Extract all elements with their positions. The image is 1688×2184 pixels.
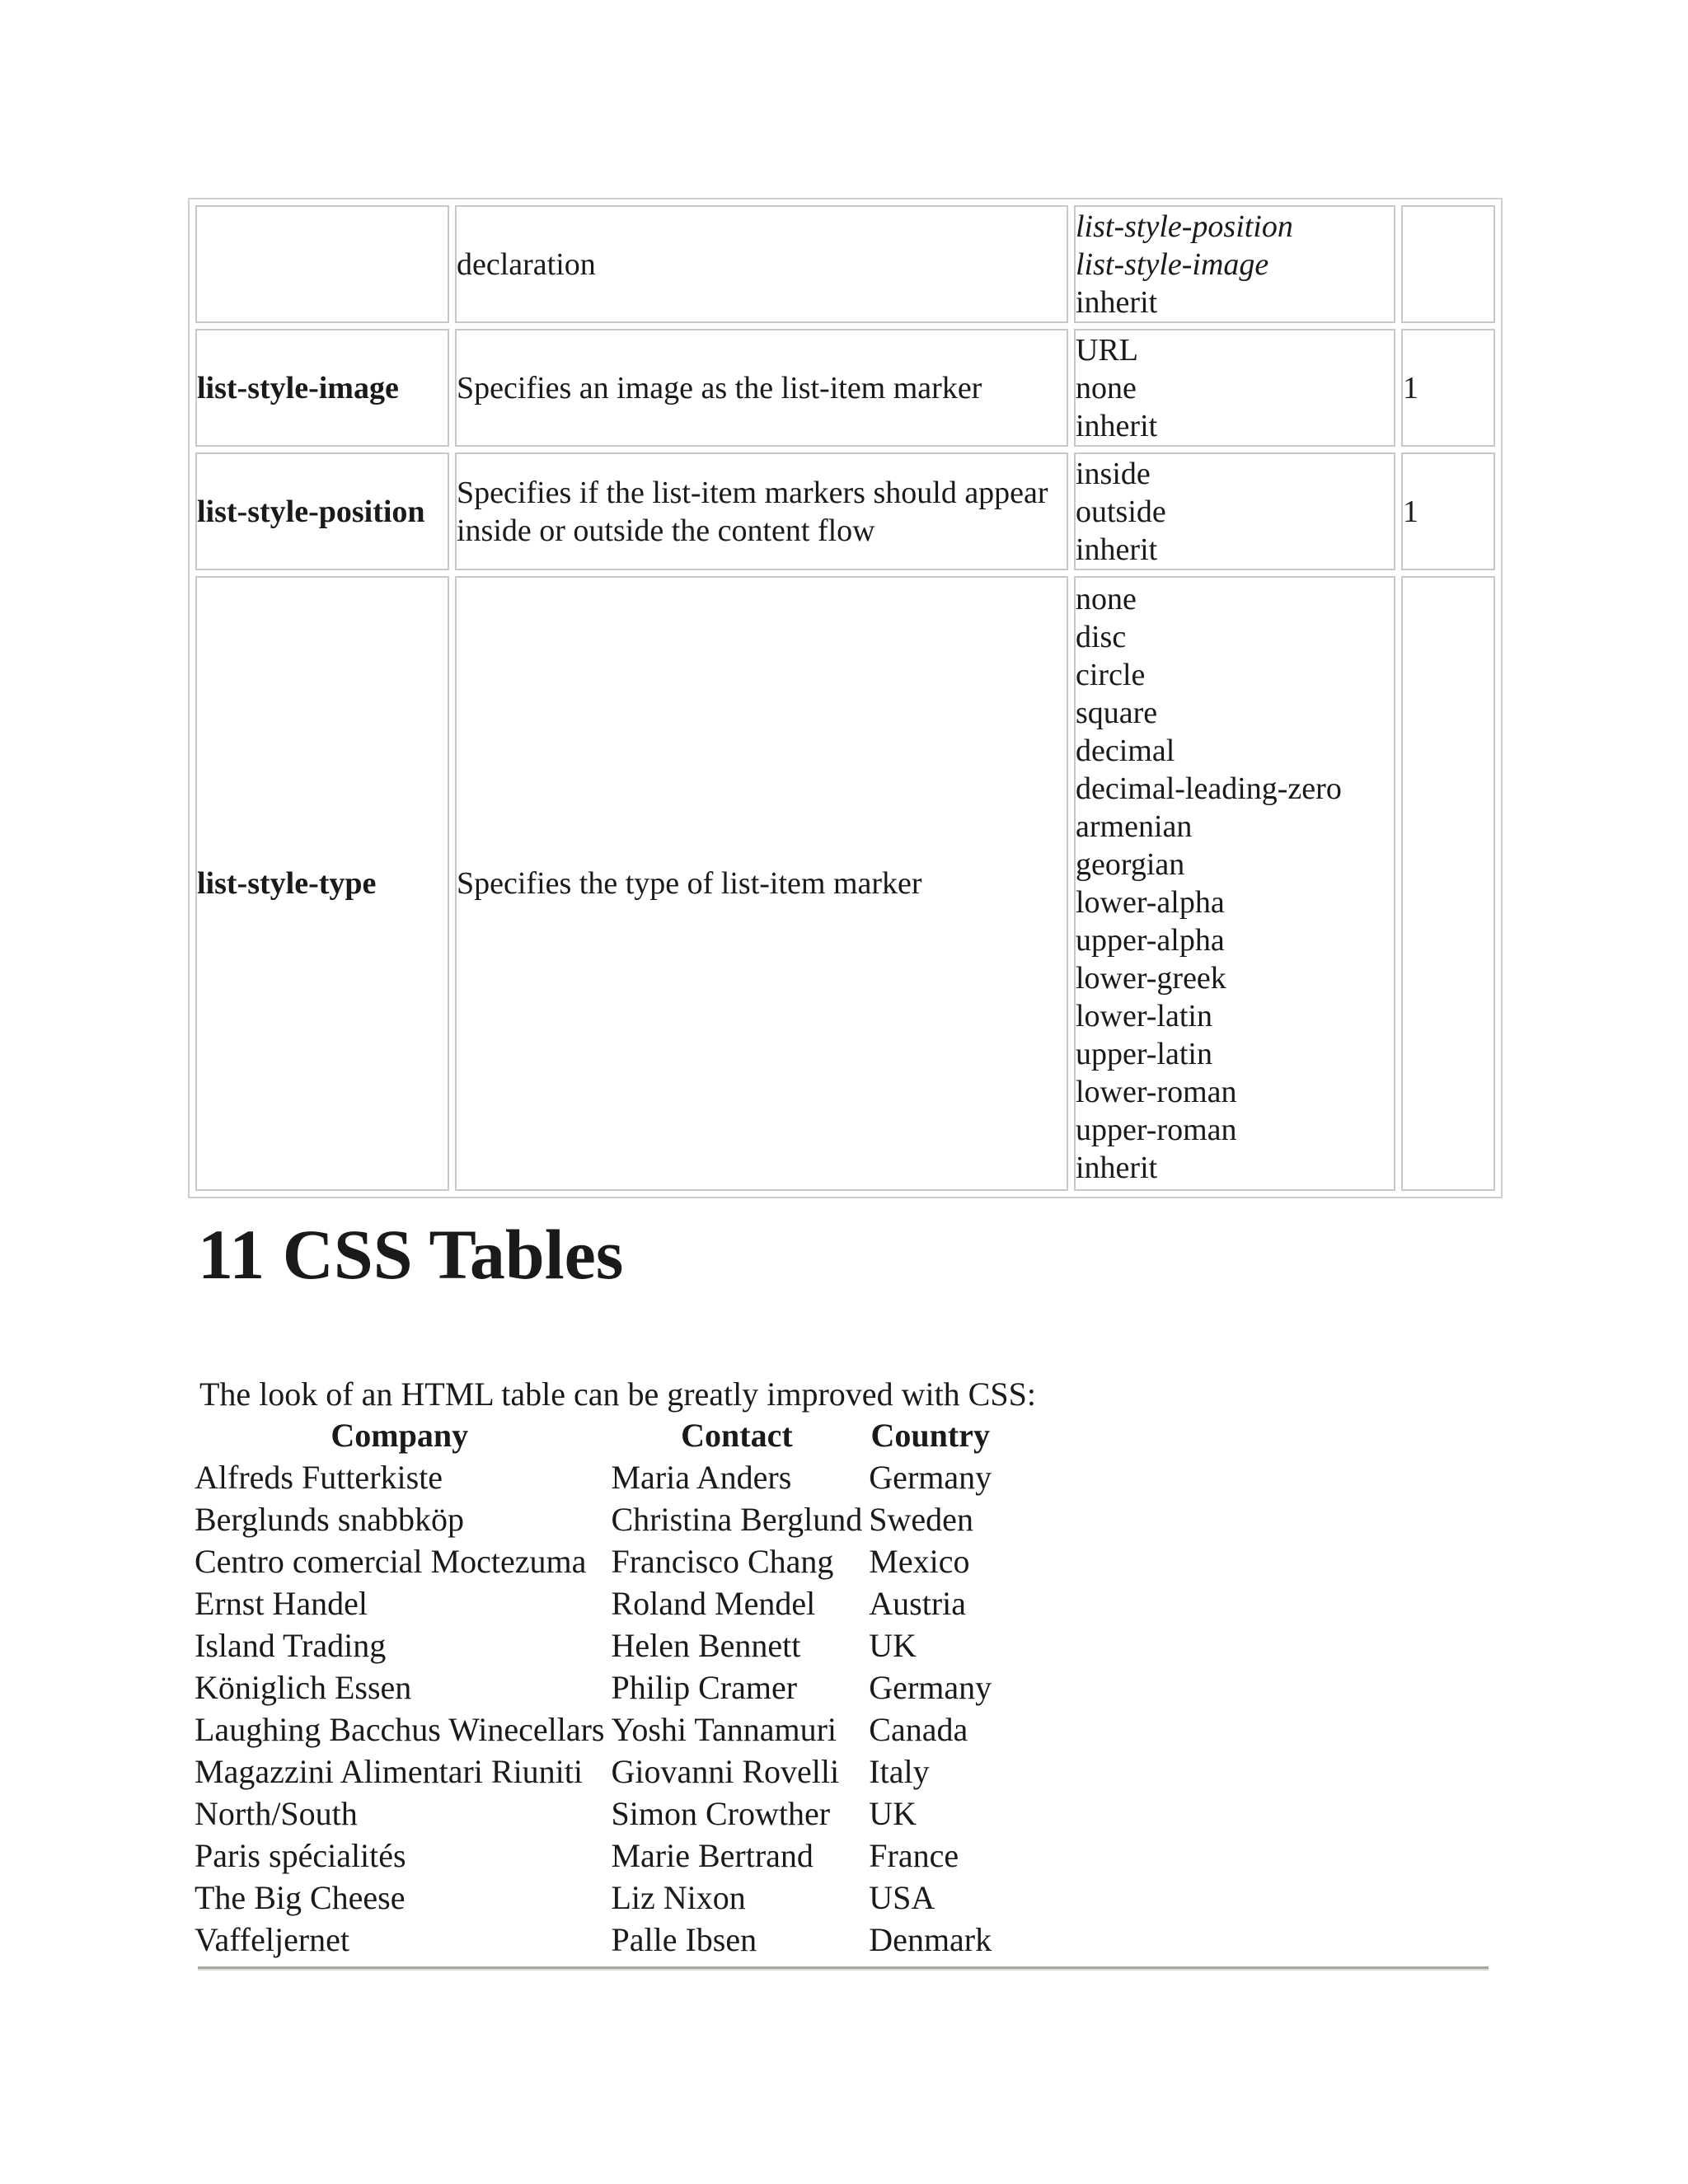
customers-table-body [191, 1456, 995, 1961]
contact-cell: Francisco Chang [611, 1543, 834, 1580]
country-cell: Germany [869, 1459, 992, 1496]
contact-cell: Philip Cramer [611, 1669, 798, 1706]
company-cell: The Big Cheese [195, 1879, 406, 1916]
property-value: inherit [1076, 532, 1158, 567]
country-cell: Austria [869, 1585, 967, 1622]
property-value: lower-greek [1076, 961, 1226, 996]
contact-cell: Giovanni Rovelli [611, 1753, 840, 1790]
table-row [191, 1540, 995, 1582]
country-cell: USA [869, 1879, 935, 1916]
table-row [191, 1498, 995, 1540]
country-cell: Canada [869, 1711, 968, 1748]
table-row [191, 1708, 995, 1750]
company-cell: Island Trading [195, 1627, 387, 1664]
table-row [191, 1919, 995, 1961]
header-company: Company [331, 1417, 469, 1454]
contact-cell: Simon Crowther [611, 1795, 831, 1832]
property-value: inherit [1076, 408, 1158, 443]
table-row [191, 1582, 995, 1624]
property-value: inherit [1076, 284, 1158, 320]
property-value: lower-roman [1076, 1075, 1237, 1109]
country-cell: UK [869, 1795, 917, 1832]
property-value: circle [1076, 658, 1146, 692]
table-row [191, 1624, 995, 1666]
contact-cell: Roland Mendel [611, 1585, 816, 1622]
property-name-cell: list-style-type [195, 576, 449, 1191]
company-cell: Berglunds snabbköp [195, 1501, 465, 1538]
section-heading: 11 CSS Tables [198, 1215, 624, 1294]
company-cell: Königlich Essen [195, 1669, 412, 1706]
property-value: upper-roman [1076, 1113, 1237, 1147]
property-values-cell [1074, 329, 1395, 447]
property-name-cell: list-style-image [195, 329, 449, 447]
property-values-cell [1074, 452, 1395, 570]
css-version-cell: 1 [1401, 329, 1495, 447]
country-cell: Denmark [869, 1921, 992, 1958]
intro-text: The look of an HTML table can be greatly improved with CSS: [199, 1376, 1036, 1413]
country-cell: Sweden [869, 1501, 973, 1538]
property-value: square [1076, 696, 1158, 730]
country-cell: France [869, 1837, 959, 1874]
property-name-cell: list-style-position [195, 452, 449, 570]
property-row [195, 452, 1495, 570]
country-cell: Italy [869, 1753, 930, 1790]
property-description: declaration [457, 246, 596, 282]
css-version-cell [1401, 205, 1495, 323]
property-description: Specifies an image as the list-item marker [457, 370, 982, 405]
property-name-cell [195, 205, 449, 323]
property-description-cell [455, 205, 1068, 323]
property-value: decimal-leading-zero [1076, 771, 1342, 806]
table-row [191, 1456, 995, 1498]
property-value: upper-latin [1076, 1037, 1212, 1071]
property-value: upper-alpha [1076, 923, 1225, 958]
table-row [191, 1835, 995, 1877]
company-cell: Ernst Handel [195, 1585, 368, 1622]
property-description-cell [455, 576, 1068, 1191]
company-cell: Laughing Bacchus Winecellars [195, 1711, 605, 1748]
property-table-body [195, 205, 1495, 1191]
property-value: lower-alpha [1076, 885, 1225, 920]
property-value: outside [1076, 494, 1166, 529]
country-cell: Germany [869, 1669, 992, 1706]
contact-cell: Maria Anders [611, 1459, 792, 1496]
property-row [195, 576, 1495, 1191]
property-row [195, 329, 1495, 447]
property-value: inherit [1076, 1151, 1158, 1185]
property-value: armenian [1076, 809, 1193, 844]
property-value: list-style-image [1076, 246, 1269, 282]
property-value: none [1076, 582, 1137, 616]
contact-cell: Christina Berglund [611, 1501, 863, 1538]
property-reference-table [188, 198, 1503, 1198]
property-description-cell [455, 329, 1068, 447]
table-row [191, 1877, 995, 1919]
property-value: inside [1076, 456, 1151, 491]
css-version-cell [1401, 576, 1495, 1191]
contact-cell: Marie Bertrand [611, 1837, 814, 1874]
customers-table [191, 1414, 995, 1961]
company-cell: Magazzini Alimentari Riuniti [195, 1753, 584, 1790]
country-cell: UK [869, 1627, 917, 1664]
css-version-cell: 1 [1401, 452, 1495, 570]
property-row [195, 205, 1495, 323]
company-cell: Vaffeljernet [195, 1921, 350, 1958]
header-country: Country [870, 1417, 990, 1454]
property-description: Specifies if the list-item markers should appear inside or outside the content flow [457, 475, 1048, 548]
table-row [191, 1750, 995, 1793]
country-cell: Mexico [869, 1543, 970, 1580]
property-description-cell [455, 452, 1068, 570]
property-value: none [1076, 370, 1137, 405]
customers-header-row [191, 1414, 995, 1456]
contact-cell: Helen Bennett [611, 1627, 801, 1664]
property-value: disc [1076, 620, 1127, 654]
company-cell: Alfreds Futterkiste [195, 1459, 443, 1496]
property-value: decimal [1076, 733, 1175, 768]
table-row [191, 1666, 995, 1708]
property-value: list-style-position [1076, 209, 1293, 244]
contact-cell: Palle Ibsen [611, 1921, 757, 1958]
horizontal-rule [198, 1966, 1489, 1971]
table-row [191, 1793, 995, 1835]
property-value: lower-latin [1076, 999, 1212, 1033]
property-value: URL [1076, 332, 1138, 368]
company-cell: Paris spécialités [195, 1837, 406, 1874]
property-value: georgian [1076, 847, 1185, 882]
header-contact: Contact [681, 1417, 793, 1454]
property-values-cell [1074, 576, 1395, 1191]
company-cell: North/South [195, 1795, 358, 1832]
property-description: Specifies the type of list-item marker [457, 866, 922, 901]
company-cell: Centro comercial Moctezuma [195, 1543, 587, 1580]
property-values-cell [1074, 205, 1395, 323]
contact-cell: Liz Nixon [611, 1879, 746, 1916]
contact-cell: Yoshi Tannamuri [611, 1711, 837, 1748]
